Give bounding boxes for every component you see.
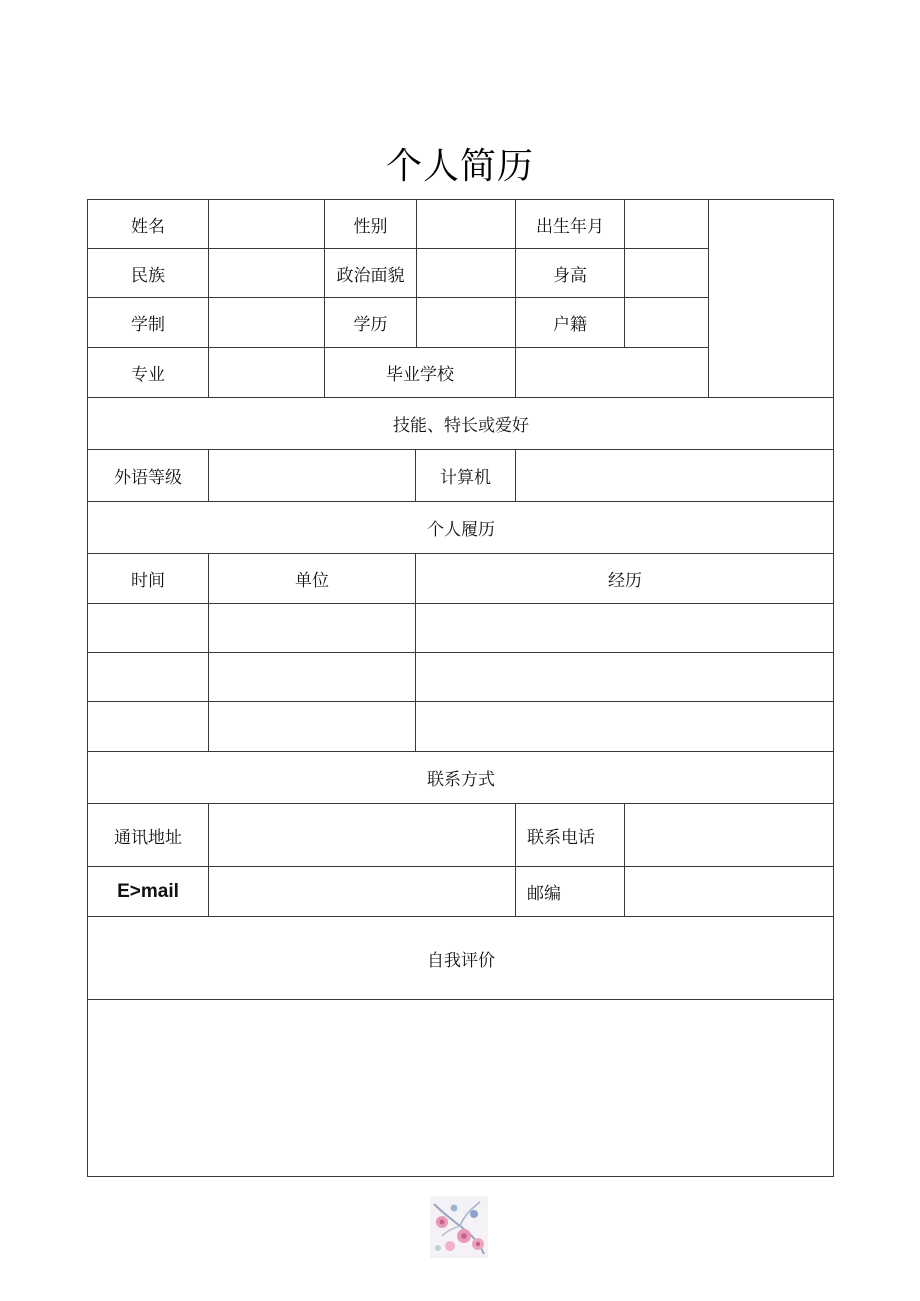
hukou-input-cell[interactable] [625, 298, 709, 348]
political-label: 政治面貌 [325, 249, 417, 298]
address-label: 通讯地址 [88, 804, 209, 867]
resume-form-table [87, 199, 834, 1177]
resume-col-unit: 单位 [209, 554, 416, 604]
language-level-input-cell[interactable] [209, 450, 416, 502]
schooling-input-cell[interactable] [209, 298, 325, 348]
resume-row-2-unit[interactable] [209, 653, 416, 702]
phone-label: 联系电话 [516, 804, 625, 867]
resume-row-3-unit[interactable] [209, 702, 416, 752]
page-title: 个人简历 [385, 146, 534, 187]
schooling-label: 学制 [88, 298, 209, 348]
resume-row-1-unit[interactable] [209, 604, 416, 653]
resume-row-3-time[interactable] [88, 702, 209, 752]
self-eval-input-area[interactable] [88, 1000, 834, 1177]
photo-cell[interactable] [709, 200, 834, 398]
email-label: E>mail [88, 867, 209, 917]
height-input-cell[interactable] [625, 249, 709, 298]
school-label: 毕业学校 [325, 348, 516, 398]
major-input-cell[interactable] [209, 348, 325, 398]
education-input-cell[interactable] [417, 298, 516, 348]
height-label: 身高 [516, 249, 625, 298]
address-input-cell[interactable] [209, 804, 516, 867]
resume-col-time: 时间 [88, 554, 209, 604]
postcode-label: 邮编 [516, 867, 625, 917]
political-input-cell[interactable] [417, 249, 516, 298]
resume-row-3-experience[interactable] [416, 702, 834, 752]
computer-input-cell[interactable] [516, 450, 834, 502]
resume-row-2-experience[interactable] [416, 653, 834, 702]
name-label: 姓名 [88, 200, 209, 249]
birth-input-cell[interactable] [625, 200, 709, 249]
language-level-label: 外语等级 [88, 450, 209, 502]
resume-col-experience: 经历 [416, 554, 834, 604]
computer-label: 计算机 [416, 450, 516, 502]
birth-label: 出生年月 [516, 200, 625, 249]
name-input-cell[interactable] [209, 200, 325, 249]
postcode-input-cell[interactable] [625, 867, 834, 917]
self-eval-header: 自我评价 [88, 917, 834, 1000]
ethnicity-label: 民族 [88, 249, 209, 298]
hukou-label: 户籍 [516, 298, 625, 348]
resume-header: 个人履历 [88, 502, 834, 554]
education-label: 学历 [325, 298, 417, 348]
contact-header: 联系方式 [88, 752, 834, 804]
gender-input-cell[interactable] [417, 200, 516, 249]
gender-label: 性别 [325, 200, 417, 249]
floral-ornament-icon [430, 1196, 488, 1258]
email-input-cell[interactable] [209, 867, 516, 917]
school-input-cell[interactable] [516, 348, 709, 398]
resume-row-1-experience[interactable] [416, 604, 834, 653]
resume-row-2-time[interactable] [88, 653, 209, 702]
skills-header: 技能、特长或爱好 [88, 398, 834, 450]
major-label: 专业 [88, 348, 209, 398]
ethnicity-input-cell[interactable] [209, 249, 325, 298]
phone-input-cell[interactable] [625, 804, 834, 867]
resume-row-1-time[interactable] [88, 604, 209, 653]
